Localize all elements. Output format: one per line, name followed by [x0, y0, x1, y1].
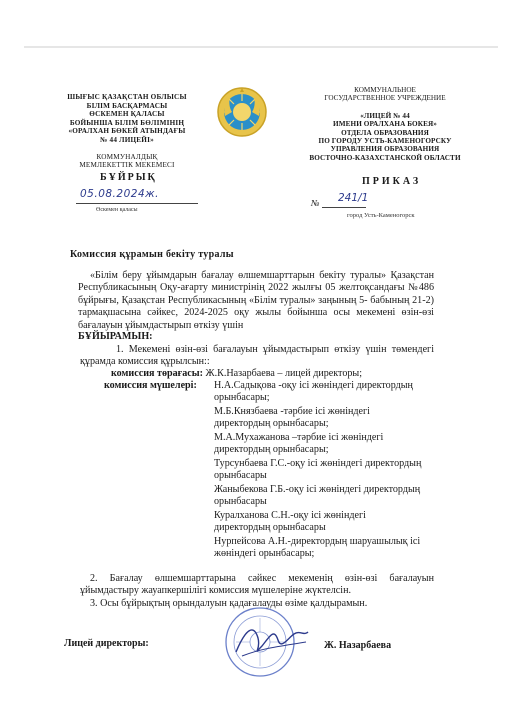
header-left-line: ШЫҒЫС ҚАЗАҚСТАН ОБЛЫСЫ [67, 93, 187, 101]
header-left-kazakh [52, 93, 202, 169]
member-line: жөніндегі орынбасары; [214, 548, 315, 559]
header-right-russian [300, 86, 470, 162]
member-line: орынбасары; [214, 392, 270, 403]
item-2-text: 2. Бағалау өлшемшарттарына сәйкес мекеменің өзін-өзі бағалауын ұйымдастыру жауапкершілігі комиссия мүшелеріне жүктелсін. [80, 573, 434, 597]
order-subject: Комиссия құрамын бекіту туралы [70, 249, 234, 260]
header-right-line: «ЛИЦЕЙ № 44 [360, 111, 410, 120]
signature-icon [232, 618, 312, 662]
number-underline [322, 207, 366, 208]
header-left-line: БОЙЫНША БІЛІМ БӨЛІМІНІҢ [69, 118, 185, 127]
member-line: Нурпейсова А.Н.-директордың шаруашылық ісі [214, 536, 421, 547]
header-right-line: ВОСТОЧНО-КАЗАХСТАНСКОЙ ОБЛАСТИ [309, 153, 461, 162]
item-1 [80, 344, 434, 369]
signature-name: Ж. Назарбаева [324, 640, 392, 651]
header-right-line: УПРАВЛЕНИЯ ОБРАЗОВАНИЯ [330, 145, 440, 154]
member-line: директордың орынбасары; [214, 418, 329, 429]
member-line: Турсунбаева Г.С.-оқу ісі жөніндегі директордың [214, 458, 422, 469]
header-left-sub [52, 153, 202, 169]
handwritten-date: 05.08.2024ж. [80, 188, 159, 200]
header-right-line: ОТДЕЛА ОБРАЗОВАНИЯ [341, 128, 429, 137]
top-divider [24, 46, 498, 48]
header-right-bold [300, 112, 470, 162]
doc-type-kazakh: БҰЙРЫҚ [100, 172, 157, 183]
order-word: БҰЙЫРАМЫН: [78, 331, 153, 342]
member-line: директордың орынбасары [214, 522, 326, 533]
member-line: орынбасары [214, 470, 267, 481]
header-right-line: ИМЕНИ ОРАЛХАНА БОКЕЯ» [333, 120, 437, 129]
item-2 [80, 573, 434, 598]
member-line: директордың орынбасары; [214, 444, 329, 455]
header-left-sub-line: КОММУНАЛДЫҚ [96, 152, 158, 161]
member-line: Жаныбекова Г.Б.-оқу ісі жөніндегі директордың [214, 484, 421, 495]
preamble-paragraph [78, 270, 434, 332]
header-right-line: ПО ГОРОДУ УСТЬ-КАМЕНОГОРСКУ [318, 137, 452, 146]
header-left-sub-line: МЕМЛЕКЕТТІК МЕКЕМЕСІ [79, 160, 175, 169]
kazakhstan-emblem-icon [216, 86, 268, 138]
member-line: М.А.Мухажанова –тәрбие ісі жөніндегі [214, 432, 384, 443]
members-label: комиссия мүшелері: [104, 380, 197, 391]
member-line: Куралханова С.Н.-оқу ісі жөніндегі [214, 510, 366, 521]
header-left-line: «ОРАЛХАН БӨКЕЙ АТЫНДАҒЫ [68, 127, 186, 136]
member-line: орынбасары [214, 496, 267, 507]
preamble-text: «Білім беру ұйымдарын бағалау өлшемшарттарын бекіту туралы» Қазақстан Республикасының Оқу-ағарту министрінің 2022 жылғы 05 желтоқсандағы №486 бұйрығы, Қазақстан Республикасының «Білім туралы» заңының 5- бабының 21-2) тармақшасына сәйкес, 2024-2025 оқу жылы бойынша осы мекемені өзін-өзі бағалауын ұйымдастырып өткізу үшін [78, 270, 434, 331]
item-3: 3. Осы бұйрықтың орындалуын қадағалауды өзіме қалдырамын. [90, 598, 368, 609]
handwritten-order-number: 241/1 [338, 192, 369, 204]
city-kazakh: Өскемен қаласы [96, 207, 138, 213]
chair-label: комиссия төрағасы: [111, 368, 204, 379]
commission-chair [111, 368, 362, 379]
header-left-line: БІЛІМ БАСҚАРМАСЫ [86, 101, 168, 110]
header-right-sub-line: ГОСУДАРСТВЕННОЕ УЧРЕЖДЕНИЕ [324, 94, 446, 103]
header-right-sub-line: КОММУНАЛЬНОЕ [354, 86, 416, 94]
signature-title: Лицей директоры: [64, 638, 149, 649]
header-left-line: № 44 ЛИЦЕЙІ» [100, 135, 154, 144]
member-line: М.Б.Князбаева -тәрбие ісі жөніндегі [214, 406, 370, 417]
number-sign: № [311, 198, 320, 208]
header-left-line: ӨСКЕМЕН ҚАЛАСЫ [89, 110, 165, 119]
member-line: Н.А.Садықова -оқу ісі жөніндегі директордың [214, 380, 413, 391]
chair-value: Ж.К.Назарбаева – лицей директоры; [205, 368, 362, 379]
item-1-text: 1. Мекемені өзін-өзі бағалауын ұйымдастырып өткізу үшін төмендегі құрамда комиссия құрылсын:: [80, 344, 434, 368]
date-underline [76, 203, 198, 204]
city-russian: город Усть-Каменогорск [347, 212, 415, 219]
doc-type-russian: ПРИКАЗ [362, 176, 422, 187]
